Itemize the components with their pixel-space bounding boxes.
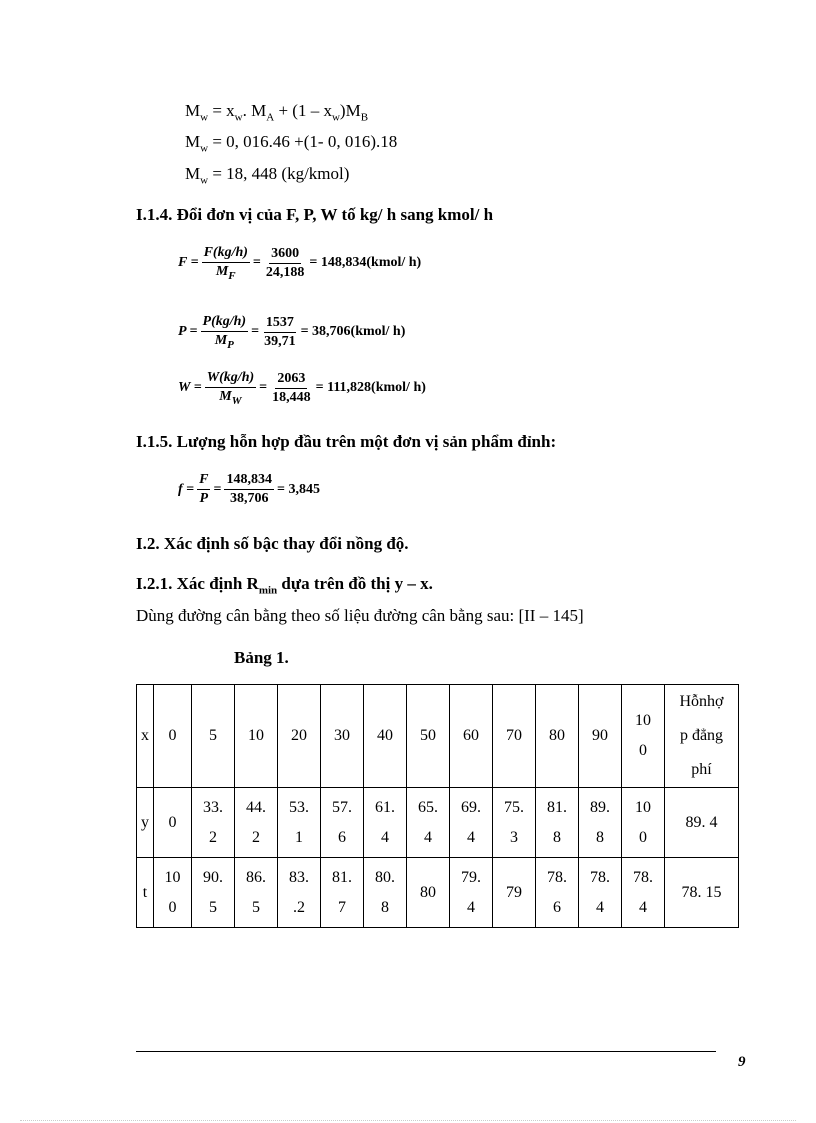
heading-1-2-1: I.2.1. Xác định $R_{min}$ dựa trên đồ thị y – x. [136, 574, 433, 597]
table-cell: 78. 6 [536, 858, 579, 928]
table-cell: 81. 7 [321, 858, 364, 928]
table-cell-azeotrope: 78. 15 [665, 858, 739, 928]
table-cell: 79. 4 [450, 858, 493, 928]
table-cell: 0 [154, 685, 192, 788]
eq-f-frac-numeric: $\frac{148,834}{38,706}$ [226, 472, 272, 506]
table-row [137, 685, 739, 788]
mw-formula: $M_w = x_w$. $M_A + (1 - x_w)M_B$ [185, 101, 369, 124]
eq-W-result: = 111,828(kmol/ h) [315, 380, 426, 396]
table-cell: 50 [407, 685, 450, 788]
eq-W-frac-symbolic: $\frac{W(kg/h)}{M_W}$ [206, 370, 255, 407]
table-cell: 20 [278, 685, 321, 788]
equilibrium-data-text: Dùng đường cân bằng theo số liệu đường cân bằng sau: [II – 145] [136, 606, 584, 625]
table-cell: 78. 4 [579, 858, 622, 928]
page-number: 9 [738, 1054, 746, 1070]
table-cell: 89. 8 [579, 788, 622, 858]
eq-W-frac-numeric: $\frac{2063}{18,448}$ [272, 370, 311, 405]
table-cell: 79 [493, 858, 536, 928]
row-label: y [137, 788, 154, 858]
table-row [137, 788, 739, 858]
heading-1-2: I.2. Xác định số bậc thay đổi nồng độ. [136, 534, 409, 553]
table-cell: 78. 4 [622, 858, 665, 928]
eq-P-result: = 38,706(kmol/ h) [300, 324, 406, 340]
table-cell: 53. 1 [278, 788, 321, 858]
row-label: x [137, 685, 154, 788]
table-cell: 10 0 [622, 685, 665, 788]
table-cell: 80. 8 [364, 858, 407, 928]
table-cell: 90. 5 [192, 858, 235, 928]
eq-F-lhs: F = [178, 255, 199, 271]
table-cell: 5 [192, 685, 235, 788]
equilibrium-table [136, 684, 739, 928]
table-cell: 10 0 [154, 858, 192, 928]
table-cell: 90 [579, 685, 622, 788]
equation-F: F = $\frac{F(kg/h)}{M_F}$ = $\frac{3600}{24,188}$ = 148,834(kmol/ h) [178, 245, 422, 282]
table-cell: 10 [235, 685, 278, 788]
heading-1-1-4: I.1.4. Đổi đơn vị của F, P, W tố kg/ h sang kmol/ h [136, 205, 494, 224]
table-cell: 10 0 [622, 788, 665, 858]
page-bottom-dots [20, 1120, 796, 1121]
table-cell: 75. 3 [493, 788, 536, 858]
table-cell-azeotrope: 89. 4 [665, 788, 739, 858]
mw-substitution: $M_w = 0$, 016.46 +(1- 0, 016).18 [185, 132, 398, 155]
eq-F-frac-numeric: $\frac{3600}{24,188}$ [265, 245, 305, 280]
table-cell: 30 [321, 685, 364, 788]
table-cell-azeotrope: Hỗnhợ p đẳng phí [665, 685, 739, 788]
equation-P: P = $\frac{P(kg/h)}{M_P}$ = $\frac{1537}{39,71}$ = 38,706(kmol/ h) [178, 314, 406, 351]
footer-rule [136, 1051, 716, 1052]
row-label: t [137, 858, 154, 928]
eq-f-result: = 3,845 [276, 481, 320, 497]
table-cell: 65. 4 [407, 788, 450, 858]
mw-result: $M_w = 18$, 448 (kg/kmol) [185, 164, 350, 187]
heading-1-1-5: I.1.5. Lượng hỗn hợp đầu trên một đơn vị sản phẩm đỉnh: [136, 432, 557, 451]
table-caption: Bảng 1. [234, 648, 289, 667]
table-cell: 40 [364, 685, 407, 788]
eq-P-frac-numeric: $\frac{1537}{39,71}$ [264, 314, 296, 349]
table-row [137, 858, 739, 928]
eq-P-frac-symbolic: $\frac{P(kg/h)}{M_P}$ [202, 314, 247, 351]
table-cell: 69. 4 [450, 788, 493, 858]
equation-W: W = $\frac{W(kg/h)}{M_W}$ = $\frac{2063}{18,448}$ = 111,828(kmol/ h) [178, 370, 426, 407]
eq-f-lhs: f = [178, 481, 195, 497]
eq-f-frac-symbolic: $\frac{F}{P}$ [199, 472, 209, 506]
table-cell: 60 [450, 685, 493, 788]
eq-F-frac-symbolic: $\frac{F(kg/h)}{M_F}$ [203, 245, 248, 282]
table-cell: 57. 6 [321, 788, 364, 858]
table-cell: 86. 5 [235, 858, 278, 928]
table-cell: 44. 2 [235, 788, 278, 858]
table-cell: 80 [407, 858, 450, 928]
table-cell: 70 [493, 685, 536, 788]
table-cell: 0 [154, 788, 192, 858]
eq-F-result: = 148,834(kmol/ h) [309, 255, 422, 271]
equation-f: f = $\frac{F}{P}$ = $\frac{148,834}{38,706}$ = 3,845 [178, 472, 320, 506]
table-cell: 33. 2 [192, 788, 235, 858]
eq-P-lhs: P = [178, 324, 198, 340]
table-cell: 81. 8 [536, 788, 579, 858]
table-cell: 80 [536, 685, 579, 788]
table-cell: 61. 4 [364, 788, 407, 858]
eq-W-lhs: W = [178, 380, 202, 396]
table-cell: 83. .2 [278, 858, 321, 928]
